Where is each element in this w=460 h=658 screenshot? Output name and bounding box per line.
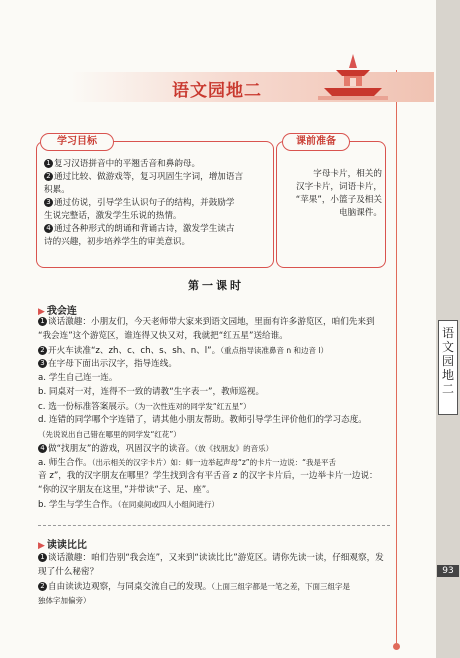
section-heading: ▶ 读读比比 (38, 540, 87, 551)
section-heading: ▶ 我会连 (38, 306, 77, 317)
body-line: 3 在字母下面出示汉字，指导连线。 (38, 358, 390, 371)
goal-line: 积累。 (44, 185, 70, 195)
step-number: 2 (38, 346, 47, 355)
goal-number: 4 (44, 224, 53, 233)
goals-tab: 学习目标 (40, 133, 114, 151)
step-number: 3 (38, 359, 47, 368)
body-line: d. 连错的同学哪个字连错了，请其他小朋友帮助。教师引导学生评价他们的学习态度。 (38, 415, 367, 425)
goal-line: 1 复习汉语拼音中的平翘舌音和鼻韵母。 (44, 158, 270, 171)
lesson-title: 第一课时 (188, 279, 244, 292)
margin-rule (396, 70, 397, 645)
body-line: 1 谈话激趣：小朋友们，今天老师带大家来到语文园地，里面有许多游览区，咱们先来到 (38, 316, 390, 329)
margin-rule-dot (393, 643, 400, 650)
goal-line: 诗的兴趣，初步培养学生的审美意识。 (44, 237, 191, 247)
goal-line: 3 通过仿说，引导学生认识句子的结构，并鼓励学 (44, 197, 270, 210)
prep-tab: 课前准备 (282, 133, 350, 151)
step-number: 1 (38, 553, 47, 562)
step-number: 2 (38, 582, 47, 591)
section-divider (38, 525, 390, 526)
body-line: 1 谈话激趣：咱们告别“我会连”，又来到“读读比比”游览区。请你先读一读，仔细观察，发 (38, 552, 390, 565)
body-line: c. 选一份标准答案展示。（为一次性连对的同学发“红五星”） (38, 402, 251, 412)
body-line: 4 做“找朋友”的游戏，巩固汉字的读音。（放《找朋友》的音乐） (38, 442, 390, 456)
body-line: 现了什么秘密？ (38, 567, 99, 577)
step-number: 4 (38, 444, 47, 453)
goal-line: 4 通过各种形式的朗诵和背诵古诗，激发学生读古 (44, 223, 270, 236)
body-line: 独体字加偏旁） (38, 596, 91, 605)
tower-illustration-icon (316, 52, 390, 102)
body-line: a. 师生合作。（出示相关的汉字卡片）如：师一边举起声母“z”的卡片一边说：“我是平舌 (38, 458, 337, 468)
body-line: b. 学生与学生合作。（在同桌间或四人小组间进行） (38, 500, 219, 510)
body-line: “我会连”这个游览区，谁连得又快又对，我就把“红五星”送给谁。 (38, 331, 288, 341)
page-title: 语文园地二 (172, 81, 262, 101)
goal-number: 3 (44, 198, 53, 207)
body-line: b. 同桌对一对，连得不一致的请教“生字表一”，教师巡视。 (38, 387, 265, 397)
arrow-icon: ▶ (38, 307, 45, 317)
goal-number: 1 (44, 159, 53, 168)
sidebar-label: 语文园地二 (441, 326, 454, 396)
arrow-icon: ▶ (38, 541, 45, 551)
prep-text: 字母卡片，相关的 汉字卡片，词语卡片， “苹果”，小篮子及相关 电脑课件。 (295, 169, 382, 218)
body-line: 2 自由读读边观察，与同桌交流自己的发现。（上面三组字都是一笔之差，下面三组字是 (38, 580, 390, 594)
body-line: a. 学生自己连一连。 (38, 373, 118, 383)
goal-number: 2 (44, 172, 53, 181)
body-line: （先说说出自己错在哪里的同学发“红花”） (38, 430, 181, 439)
body-line: 2 开火车读准“z、zh、c、ch、s、sh、n、l”。（重点指导读准鼻音 n 和边音 l） (38, 344, 390, 358)
body-line: 音 z”，我的汉字朋友在哪里？学生找到含有平舌音 z 的汉字卡片后，一边举卡片一边说： (38, 471, 378, 481)
goal-line: 2 通过比较、做游戏等，复习巩固生字词，增加语言 (44, 171, 270, 184)
goal-line: 生说完整话，激发学生乐说的热情。 (44, 211, 182, 221)
body-line: “你的汉字朋友在这里，”并带读“子、足、座”。 (38, 485, 215, 495)
page-number: 93 (437, 565, 459, 577)
step-number: 1 (38, 317, 47, 326)
